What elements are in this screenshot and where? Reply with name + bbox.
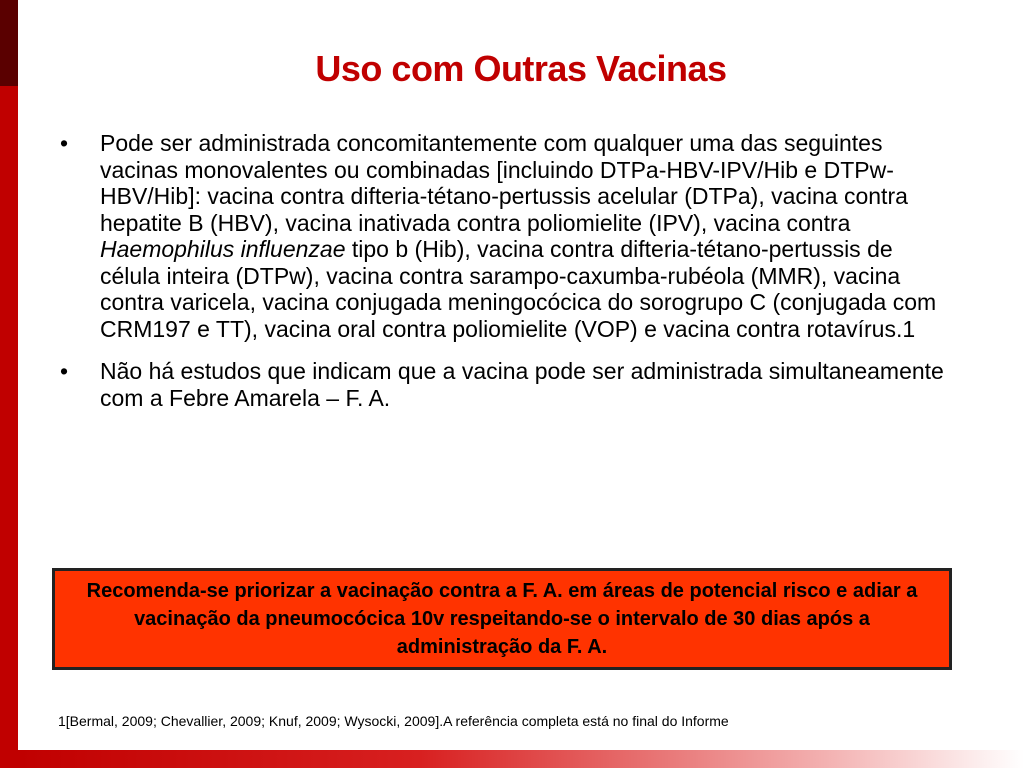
bullet-list: [58, 130, 958, 427]
reference-footnote: 1[Bermal, 2009; Chevallier, 2009; Knuf, 2009; Wysocki, 2009].A referência completa está no final do Informe: [58, 713, 729, 729]
bullet-text-part2: tipo b (Hib), vacina contra difteria-tétano-pertussis de célula inteira (DTPw), vacina contra sarampo-caxumba-rubéola (MMR), vacina contra varicela, vacina conjugada meningocócica do sorogrupo C (conjugada com CRM197 e TT), vacina oral contra poliomielite (VOP) e vacina contra rotavírus.1: [100, 236, 937, 342]
left-accent-bar-top: [0, 0, 18, 86]
slide-title: Uso com Outras Vacinas: [315, 48, 727, 89]
bullet-marker: •: [60, 358, 69, 384]
left-accent-bar: [0, 86, 18, 768]
bullet-marker: •: [60, 130, 69, 156]
bottom-accent-bar: [18, 750, 1024, 768]
bullet-item-yellow-fever: [58, 358, 958, 411]
bullet-item-concomitant-vaccines: [58, 130, 958, 342]
bullet-text-italic: Haemophilus influenzae: [100, 236, 346, 262]
bullet-text: Não há estudos que indicam que a vacina pode ser administrada simultaneamente com a Febre Amarela – F. A.: [100, 358, 944, 411]
bullet-text-part1: Pode ser administrada concomitantemente com qualquer uma das seguintes vacinas monovalentes ou combinadas [incluindo DTPa-HBV-IPV/Hib e DTPw-HBV/Hib]: vacina contra difteria-tétano-pertussis acelular (DTPa), vacina contra hepatite B (HBV), vacina inativada contra poliomielite (IPV), vacina contra: [100, 130, 908, 236]
recommendation-callout-box: Recomenda-se priorizar a vacinação contra a F. A. em áreas de potencial risco e adiar a vacinação da pneumocócica 10v respeitando-se o intervalo de 30 dias após a administração da F. A.: [52, 568, 952, 670]
